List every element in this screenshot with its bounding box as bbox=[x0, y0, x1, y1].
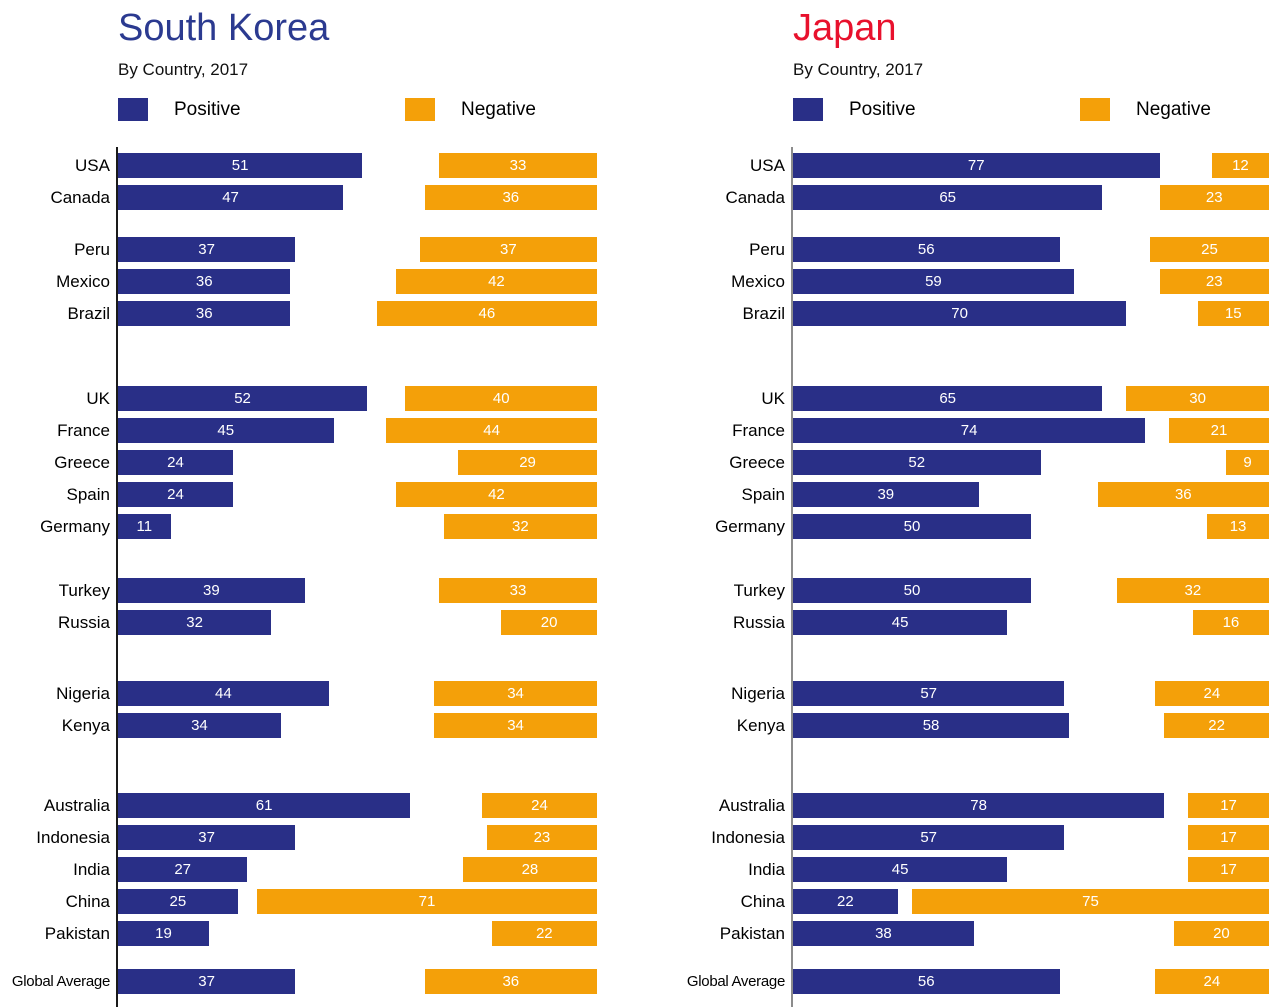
row-plot-area bbox=[793, 237, 1269, 262]
row-plot-area bbox=[793, 793, 1269, 818]
chart-row bbox=[635, 153, 1269, 178]
row-plot-area bbox=[118, 153, 597, 178]
chart-row bbox=[0, 610, 635, 635]
negative-bar: 24 bbox=[1155, 681, 1269, 706]
country-label: Turkey bbox=[733, 581, 785, 600]
chart-row bbox=[635, 969, 1269, 994]
country-label: USA bbox=[75, 156, 110, 175]
chart-row bbox=[635, 237, 1269, 262]
positive-bar: 50 bbox=[793, 514, 1031, 539]
chart-row bbox=[0, 825, 635, 850]
row-plot-area bbox=[118, 793, 597, 818]
country-label: Turkey bbox=[58, 581, 110, 600]
chart-row bbox=[0, 237, 635, 262]
country-label: Global Average bbox=[11, 973, 110, 990]
country-label: Germany bbox=[715, 517, 785, 536]
row-plot-area bbox=[118, 713, 597, 738]
negative-bar: 46 bbox=[377, 301, 597, 326]
chart-row bbox=[635, 482, 1269, 507]
chart-panel-japan bbox=[635, 0, 1269, 1007]
row-plot-area bbox=[118, 450, 597, 475]
row-plot-area bbox=[118, 921, 597, 946]
legend-item-negative bbox=[1080, 98, 1211, 121]
chart-row bbox=[635, 185, 1269, 210]
negative-bar: 34 bbox=[434, 681, 597, 706]
chart-row bbox=[0, 713, 635, 738]
positive-bar: 44 bbox=[118, 681, 329, 706]
row-plot-area bbox=[118, 610, 597, 635]
row-plot-area bbox=[118, 386, 597, 411]
negative-bar: 36 bbox=[1098, 482, 1269, 507]
country-label: Brazil bbox=[67, 304, 110, 323]
row-plot-area bbox=[793, 418, 1269, 443]
row-plot-area bbox=[118, 681, 597, 706]
row-plot-area bbox=[793, 386, 1269, 411]
row-plot-area bbox=[793, 681, 1269, 706]
chart-row bbox=[0, 418, 635, 443]
negative-bar: 33 bbox=[439, 578, 597, 603]
country-label: Nigeria bbox=[56, 684, 110, 703]
chart-row bbox=[0, 386, 635, 411]
positive-bar: 65 bbox=[793, 185, 1102, 210]
bar-chart-south-korea bbox=[0, 153, 635, 1007]
row-plot-area bbox=[793, 713, 1269, 738]
country-label: Brazil bbox=[742, 304, 785, 323]
positive-bar: 19 bbox=[118, 921, 209, 946]
row-plot-area bbox=[793, 610, 1269, 635]
chart-row bbox=[635, 418, 1269, 443]
positive-legend-label: Positive bbox=[174, 99, 241, 120]
legend bbox=[118, 98, 635, 121]
negative-bar: 24 bbox=[1155, 969, 1269, 994]
negative-bar: 23 bbox=[1160, 185, 1269, 210]
positive-bar: 52 bbox=[118, 386, 367, 411]
positive-bar: 11 bbox=[118, 514, 171, 539]
row-plot-area bbox=[793, 825, 1269, 850]
legend-item-positive bbox=[118, 98, 405, 121]
positive-bar: 50 bbox=[793, 578, 1031, 603]
country-label: Peru bbox=[74, 240, 110, 259]
chart-row bbox=[0, 793, 635, 818]
chart-title: South Korea bbox=[118, 7, 330, 49]
row-plot-area bbox=[118, 237, 597, 262]
country-label: UK bbox=[761, 389, 785, 408]
row-plot-area bbox=[793, 857, 1269, 882]
chart-row bbox=[635, 889, 1269, 914]
country-label: Kenya bbox=[736, 716, 785, 735]
negative-bar: 16 bbox=[1193, 610, 1269, 635]
negative-bar: 24 bbox=[482, 793, 597, 818]
positive-bar: 52 bbox=[793, 450, 1041, 475]
negative-legend-swatch bbox=[405, 98, 435, 121]
positive-bar: 77 bbox=[793, 153, 1160, 178]
negative-legend-swatch bbox=[1080, 98, 1110, 121]
positive-bar: 61 bbox=[118, 793, 410, 818]
negative-bar: 32 bbox=[1117, 578, 1269, 603]
positive-bar: 25 bbox=[118, 889, 238, 914]
row-plot-area bbox=[793, 153, 1269, 178]
row-plot-area bbox=[118, 185, 597, 210]
negative-bar: 34 bbox=[434, 713, 597, 738]
negative-bar: 23 bbox=[1160, 269, 1269, 294]
row-plot-area bbox=[118, 482, 597, 507]
negative-bar: 75 bbox=[912, 889, 1269, 914]
positive-bar: 39 bbox=[793, 482, 979, 507]
row-plot-area bbox=[793, 482, 1269, 507]
country-label: Indonesia bbox=[36, 828, 110, 847]
negative-bar: 71 bbox=[257, 889, 597, 914]
row-plot-area bbox=[118, 825, 597, 850]
negative-bar: 42 bbox=[396, 482, 597, 507]
row-plot-area bbox=[118, 889, 597, 914]
positive-bar: 57 bbox=[793, 681, 1064, 706]
country-label: Global Average bbox=[686, 973, 785, 990]
country-label: Germany bbox=[40, 517, 110, 536]
row-plot-area bbox=[793, 185, 1269, 210]
chart-row bbox=[0, 269, 635, 294]
chart-row bbox=[0, 450, 635, 475]
positive-bar: 45 bbox=[118, 418, 334, 443]
positive-bar: 56 bbox=[793, 969, 1060, 994]
country-label: Australia bbox=[718, 796, 785, 815]
country-label: Pakistan bbox=[44, 924, 110, 943]
positive-legend-label: Positive bbox=[849, 99, 916, 120]
country-label: Peru bbox=[749, 240, 785, 259]
positive-bar: 45 bbox=[793, 610, 1007, 635]
country-label: USA bbox=[750, 156, 785, 175]
positive-bar: 22 bbox=[793, 889, 898, 914]
chart-row bbox=[635, 386, 1269, 411]
negative-legend-label: Negative bbox=[461, 99, 536, 120]
country-label: Spain bbox=[741, 485, 785, 504]
chart-row bbox=[0, 889, 635, 914]
positive-bar: 37 bbox=[118, 237, 295, 262]
positive-bar: 74 bbox=[793, 418, 1145, 443]
country-label: France bbox=[732, 421, 785, 440]
bar-chart-japan bbox=[635, 153, 1269, 1007]
chart-row bbox=[635, 610, 1269, 635]
chart-row bbox=[0, 681, 635, 706]
country-label: Greece bbox=[729, 453, 785, 472]
row-plot-area bbox=[118, 418, 597, 443]
row-plot-area bbox=[118, 301, 597, 326]
chart-subtitle: By Country, 2017 bbox=[793, 60, 924, 79]
row-plot-area bbox=[793, 514, 1269, 539]
positive-bar: 24 bbox=[118, 482, 233, 507]
positive-bar: 70 bbox=[793, 301, 1126, 326]
negative-bar: 22 bbox=[1164, 713, 1269, 738]
negative-bar: 12 bbox=[1212, 153, 1269, 178]
country-label: Russia bbox=[733, 613, 785, 632]
negative-bar: 32 bbox=[444, 514, 597, 539]
row-plot-area bbox=[118, 857, 597, 882]
negative-legend-label: Negative bbox=[1136, 99, 1211, 120]
chart-row bbox=[0, 301, 635, 326]
negative-bar: 29 bbox=[458, 450, 597, 475]
chart-row bbox=[635, 793, 1269, 818]
row-plot-area bbox=[793, 969, 1269, 994]
chart-row bbox=[635, 921, 1269, 946]
negative-bar: 17 bbox=[1188, 857, 1269, 882]
chart-row bbox=[0, 857, 635, 882]
positive-bar: 39 bbox=[118, 578, 305, 603]
negative-bar: 28 bbox=[463, 857, 597, 882]
row-plot-area bbox=[793, 578, 1269, 603]
country-label: Greece bbox=[54, 453, 110, 472]
legend bbox=[793, 98, 1269, 121]
positive-bar: 57 bbox=[793, 825, 1064, 850]
positive-legend-swatch bbox=[118, 98, 148, 121]
row-plot-area bbox=[118, 514, 597, 539]
chart-row bbox=[0, 153, 635, 178]
negative-bar: 30 bbox=[1126, 386, 1269, 411]
row-plot-area bbox=[793, 889, 1269, 914]
negative-bar: 17 bbox=[1188, 793, 1269, 818]
country-label: Nigeria bbox=[731, 684, 785, 703]
positive-bar: 78 bbox=[793, 793, 1164, 818]
country-label: UK bbox=[86, 389, 110, 408]
negative-bar: 15 bbox=[1198, 301, 1269, 326]
positive-bar: 59 bbox=[793, 269, 1074, 294]
positive-bar: 51 bbox=[118, 153, 362, 178]
country-label: Australia bbox=[43, 796, 110, 815]
chart-row bbox=[635, 450, 1269, 475]
chart-row bbox=[635, 857, 1269, 882]
positive-bar: 45 bbox=[793, 857, 1007, 882]
country-label: Kenya bbox=[61, 716, 110, 735]
positive-bar: 36 bbox=[118, 269, 290, 294]
chart-row bbox=[0, 514, 635, 539]
positive-bar: 38 bbox=[793, 921, 974, 946]
country-label: Canada bbox=[725, 188, 785, 207]
country-label: Canada bbox=[50, 188, 110, 207]
negative-bar: 36 bbox=[425, 969, 597, 994]
positive-bar: 32 bbox=[118, 610, 271, 635]
chart-row bbox=[635, 514, 1269, 539]
row-plot-area bbox=[118, 969, 597, 994]
country-label: Russia bbox=[58, 613, 110, 632]
positive-legend-swatch bbox=[793, 98, 823, 121]
negative-bar: 33 bbox=[439, 153, 597, 178]
chart-row bbox=[635, 301, 1269, 326]
negative-bar: 9 bbox=[1226, 450, 1269, 475]
chart-row bbox=[0, 578, 635, 603]
row-plot-area bbox=[793, 269, 1269, 294]
negative-bar: 42 bbox=[396, 269, 597, 294]
chart-row bbox=[0, 482, 635, 507]
positive-bar: 36 bbox=[118, 301, 290, 326]
negative-bar: 25 bbox=[1150, 237, 1269, 262]
positive-bar: 56 bbox=[793, 237, 1060, 262]
chart-row bbox=[635, 269, 1269, 294]
positive-bar: 65 bbox=[793, 386, 1102, 411]
country-label: Mexico bbox=[731, 272, 785, 291]
country-label: India bbox=[748, 860, 785, 879]
row-plot-area bbox=[793, 450, 1269, 475]
chart-subtitle: By Country, 2017 bbox=[118, 60, 249, 79]
positive-bar: 37 bbox=[118, 825, 295, 850]
negative-bar: 21 bbox=[1169, 418, 1269, 443]
chart-row bbox=[635, 578, 1269, 603]
chart-title: Japan bbox=[793, 7, 897, 49]
negative-bar: 22 bbox=[492, 921, 597, 946]
country-label: Spain bbox=[66, 485, 110, 504]
negative-bar: 20 bbox=[501, 610, 597, 635]
country-label: France bbox=[57, 421, 110, 440]
negative-bar: 37 bbox=[420, 237, 597, 262]
row-plot-area bbox=[793, 301, 1269, 326]
chart-row bbox=[635, 681, 1269, 706]
country-label: Pakistan bbox=[719, 924, 785, 943]
negative-bar: 20 bbox=[1174, 921, 1269, 946]
country-label: Indonesia bbox=[711, 828, 785, 847]
chart-row bbox=[635, 713, 1269, 738]
positive-bar: 58 bbox=[793, 713, 1069, 738]
row-plot-area bbox=[118, 578, 597, 603]
positive-bar: 27 bbox=[118, 857, 247, 882]
chart-row bbox=[635, 825, 1269, 850]
positive-bar: 24 bbox=[118, 450, 233, 475]
chart-row bbox=[0, 185, 635, 210]
row-plot-area bbox=[118, 269, 597, 294]
negative-bar: 44 bbox=[386, 418, 597, 443]
negative-bar: 40 bbox=[405, 386, 597, 411]
chart-row bbox=[0, 921, 635, 946]
negative-bar: 17 bbox=[1188, 825, 1269, 850]
positive-bar: 37 bbox=[118, 969, 295, 994]
negative-bar: 36 bbox=[425, 185, 597, 210]
country-label: India bbox=[73, 860, 110, 879]
positive-bar: 34 bbox=[118, 713, 281, 738]
row-plot-area bbox=[793, 921, 1269, 946]
negative-bar: 13 bbox=[1207, 514, 1269, 539]
legend-item-negative bbox=[405, 98, 536, 121]
country-label: China bbox=[740, 892, 785, 911]
country-label: Mexico bbox=[56, 272, 110, 291]
positive-bar: 47 bbox=[118, 185, 343, 210]
legend-item-positive bbox=[793, 98, 1080, 121]
country-label: China bbox=[65, 892, 110, 911]
negative-bar: 23 bbox=[487, 825, 597, 850]
chart-row bbox=[0, 969, 635, 994]
